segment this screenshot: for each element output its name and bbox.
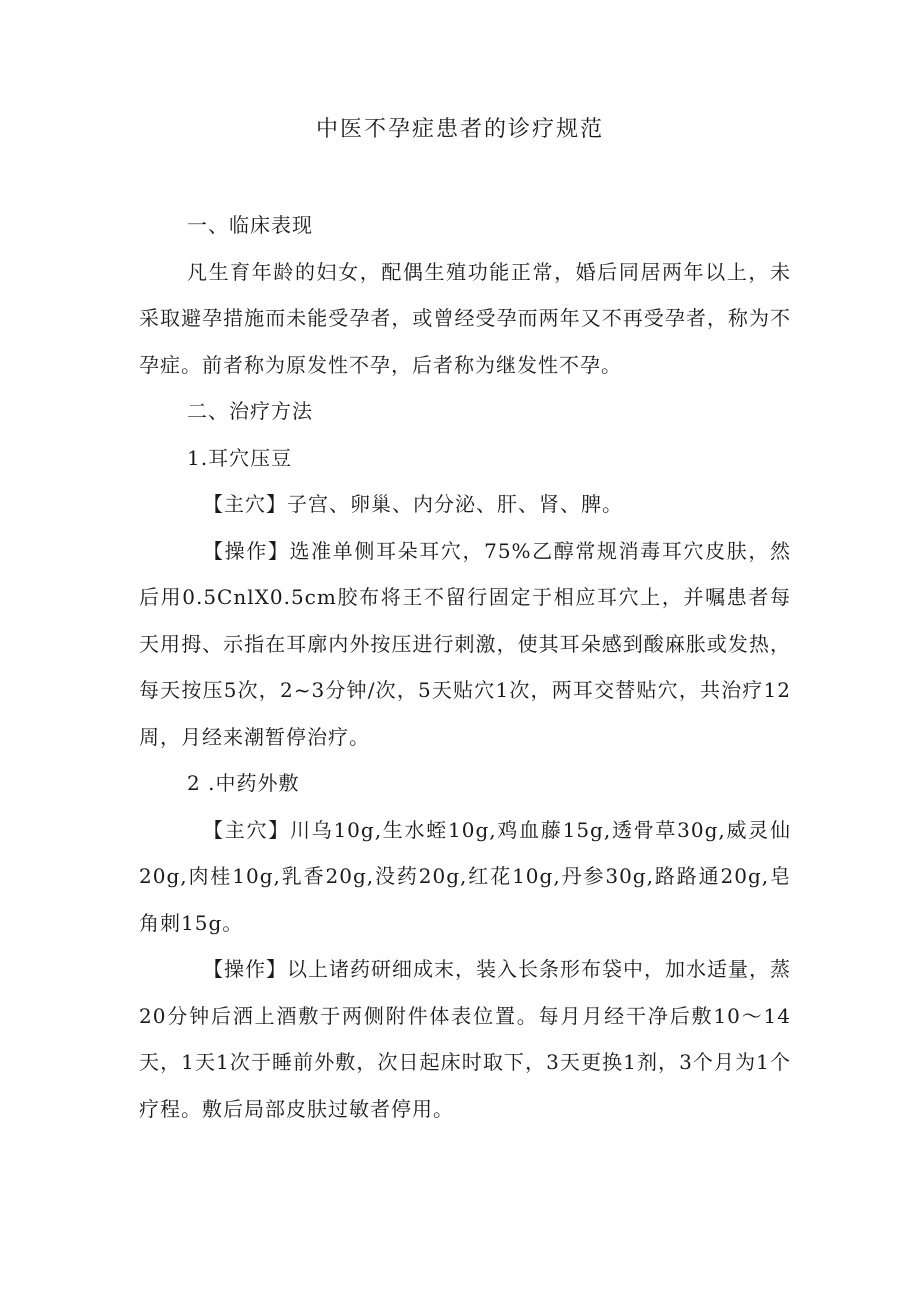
operation-text: 以上诸药研细成末，装入长条形布袋中，加水适量，蒸20分钟后洒上酒敷于两侧附件体表位置。每月月经干净后敷10～14天，1天1次于睡前外敷，次日起床时取下，3天更换1剂，3个月为1个疗程。敷后局部皮肤过敏者停用。 <box>139 957 791 1121</box>
main-points-tag: 【主穴】 <box>203 817 290 842</box>
document-title: 中医不孕症患者的诊疗规范 <box>315 117 604 142</box>
operation-tag: 【操作】 <box>203 538 290 563</box>
main-points-tag: 【主穴】 <box>203 492 287 516</box>
method1-main-points <box>139 481 791 528</box>
method-heading-herbal-compress: 2 .中药外敷 <box>187 771 300 795</box>
section-heading-clinical: 一、临床表现 <box>187 213 313 237</box>
main-points-text: 子宫、卵巢、内分泌、肝、肾、脾。 <box>287 492 623 516</box>
method1-operation <box>139 528 791 761</box>
clinical-paragraph: 凡生育年龄的妇女，配偶生殖功能正常，婚后同居两年以上，未采取避孕措施而未能受孕者，或曾经受孕而两年又不再受孕者，称为不孕症。前者称为原发性不孕，后者称为继发性不孕。 <box>139 259 791 377</box>
main-points-text: 川乌10g,生水蛭10g,鸡血藤15g,透骨草30g,威灵仙20g,肉桂10g,乳香20g,没药20g,红花10g,丹参30g,路路通20g,皂角刺15g。 <box>139 817 792 935</box>
section-heading-treatment: 二、治疗方法 <box>187 399 313 423</box>
operation-text: 选准单侧耳朵耳穴，75%乙醇常规消毒耳穴皮肤，然后用0.5CnlX0.5cm胶布将王不留行固定于相应耳穴上，并嘱患者每天用拇、示指在耳廓内外按压进行刺激，使其耳朵感到酸麻胀或发热，每天按压5次，2~3分钟/次，5天贴穴1次，两耳交替贴穴，共治疗12周，月经来潮暂停治疗。 <box>139 538 792 749</box>
document-body <box>139 202 791 1132</box>
method2-main-points <box>139 807 791 947</box>
method-heading-auricular: 1.耳穴压豆 <box>187 445 293 470</box>
method2-operation <box>139 946 791 1132</box>
operation-tag: 【操作】 <box>203 957 287 981</box>
